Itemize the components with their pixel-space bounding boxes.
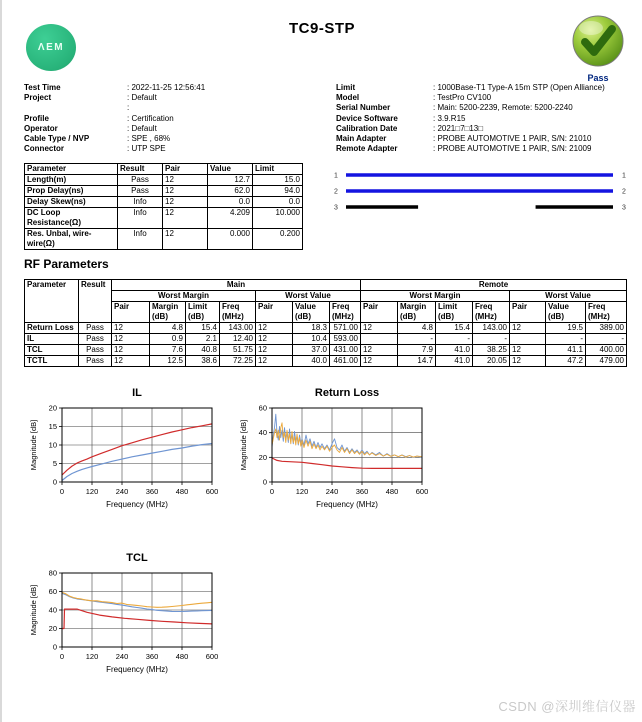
info-value: : UTP SPE [127, 144, 166, 154]
test-info-right [336, 83, 642, 154]
table-cell: 7.6 [150, 345, 186, 356]
info-row [24, 93, 329, 103]
svg-text:480: 480 [385, 487, 399, 496]
table-row [25, 208, 303, 229]
svg-text:Frequency (MHz): Frequency (MHz) [316, 500, 378, 509]
return-loss-chart [236, 384, 440, 521]
svg-text:20: 20 [48, 624, 57, 633]
table-cell: 400.00 [586, 345, 627, 356]
svg-text:3: 3 [334, 204, 338, 212]
table-cell: 12 [361, 323, 398, 334]
table-row [25, 197, 303, 208]
info-row [24, 83, 329, 93]
info-row [336, 144, 642, 154]
summary-table [24, 163, 303, 250]
table-header-cell: Worst Value [256, 291, 361, 302]
svg-text:5: 5 [52, 459, 57, 468]
table-header-cell: Parameter [25, 280, 79, 323]
table-header-cell: Limit (dB) [186, 302, 220, 323]
table-row [25, 175, 303, 186]
table-header-cell: Pair [163, 164, 208, 175]
info-value: : PROBE AUTOMOTIVE 1 PAIR, S/N: 21009 [433, 144, 592, 154]
table-cell: TCL [25, 345, 79, 356]
svg-text:120: 120 [295, 487, 309, 496]
table-cell: 72.25 [220, 356, 256, 367]
info-value: : 2021□7□13□ [433, 123, 484, 133]
table-cell: 62.0 [208, 186, 253, 197]
info-label: Serial Number [336, 103, 391, 113]
svg-text:Frequency (MHz): Frequency (MHz) [106, 665, 168, 674]
chart-rl-svg [236, 384, 440, 516]
pass-badge [570, 14, 626, 83]
table-row [25, 356, 627, 367]
table-header-cell: Limit (dB) [436, 302, 473, 323]
info-label: Connector [24, 144, 64, 154]
table-row [25, 334, 627, 345]
table-cell: 0.000 [208, 229, 253, 250]
svg-text:240: 240 [115, 487, 129, 496]
table-cell: 15.4 [436, 323, 473, 334]
svg-text:2: 2 [622, 188, 626, 196]
table-cell: Prop Delay(ns) [25, 186, 118, 197]
table-cell: DC Loop Resistance(Ω) [25, 208, 118, 229]
table-cell: 15.0 [253, 175, 303, 186]
info-row [24, 134, 329, 144]
table-cell: 12 [112, 323, 150, 334]
table-cell: 12 [163, 208, 208, 229]
table-cell: 571.00 [330, 323, 361, 334]
rf-parameters-heading: RF Parameters [24, 257, 109, 271]
table-cell: 7.9 [398, 345, 436, 356]
info-value: : 3.9.R15 [433, 113, 466, 123]
table-cell: 12 [256, 323, 293, 334]
table-header-cell: Limit [253, 164, 303, 175]
table-header-cell: Margin (dB) [398, 302, 436, 323]
table-cell: 10.4 [293, 334, 330, 345]
info-value: : Main: 5200-2239, Remote: 5200-2240 [433, 103, 573, 113]
table-cell: 14.7 [398, 356, 436, 367]
svg-text:1: 1 [334, 172, 338, 180]
info-row [24, 114, 329, 124]
table-cell: 12 [112, 345, 150, 356]
table-header-cell: Pair [112, 302, 150, 323]
table-cell: TCTL [25, 356, 79, 367]
table-cell: 12.40 [220, 334, 256, 345]
table-cell: 0.0 [253, 197, 303, 208]
info-value: : Default [127, 123, 157, 133]
table-cell: 389.00 [586, 323, 627, 334]
info-label [24, 103, 130, 113]
test-info-left [24, 83, 329, 154]
info-value: : 2022-11-25 12:56:41 [127, 83, 206, 92]
series-limit [62, 609, 212, 628]
series-limit [62, 424, 212, 475]
svg-text:2: 2 [334, 188, 338, 196]
svg-text:600: 600 [205, 652, 219, 661]
table-header-cell: Value (dB) [293, 302, 330, 323]
info-label: Cable Type / NVP [24, 134, 90, 144]
table-cell: 12 [163, 175, 208, 186]
table-header-cell: Pair [510, 302, 546, 323]
table-cell: Info [118, 197, 163, 208]
info-row [336, 103, 642, 113]
svg-text:Return Loss: Return Loss [314, 387, 380, 399]
table-row [25, 323, 627, 334]
svg-text:80: 80 [48, 568, 57, 578]
series-main [272, 414, 422, 457]
info-row [24, 144, 329, 154]
info-value: : TestPro CV100 [433, 93, 492, 103]
table-cell: 20.05 [473, 356, 510, 367]
svg-text:Frequency (MHz): Frequency (MHz) [106, 500, 168, 509]
table-cell: 461.00 [330, 356, 361, 367]
il-chart [26, 384, 230, 521]
table-cell: 12 [112, 356, 150, 367]
table-cell: 431.00 [330, 345, 361, 356]
table-cell: 4.8 [150, 323, 186, 334]
series-main [62, 593, 212, 611]
svg-text:360: 360 [145, 487, 159, 496]
pass-status-label: Pass [587, 73, 609, 83]
info-value: : SPE , 68% [127, 134, 171, 144]
table-cell: - [546, 334, 586, 345]
svg-text:360: 360 [355, 487, 369, 496]
table-cell: 143.00 [220, 323, 256, 334]
table-cell: 41.1 [546, 345, 586, 356]
info-value: : PROBE AUTOMOTIVE 1 PAIR, S/N: 21010 [433, 134, 592, 144]
svg-text:20: 20 [258, 452, 267, 462]
table-cell: Info [118, 229, 163, 250]
table-cell: 19.5 [546, 323, 586, 334]
svg-text:1: 1 [622, 172, 626, 180]
info-label: Model [336, 93, 360, 103]
info-label: Profile [24, 113, 49, 123]
info-value: : Default [127, 93, 157, 103]
table-cell [510, 334, 546, 345]
table-header-cell: Freq (MHz) [586, 302, 627, 323]
table-cell: - [436, 334, 473, 345]
svg-text:240: 240 [115, 652, 129, 661]
table-cell: 94.0 [253, 186, 303, 197]
info-row [24, 103, 329, 113]
info-label: Operator [24, 123, 58, 133]
table-cell: 18.3 [293, 323, 330, 334]
table-row [25, 345, 627, 356]
svg-text:10: 10 [48, 440, 57, 450]
table-header-cell: Value [208, 164, 253, 175]
info-row [336, 83, 642, 93]
table-header-cell: Freq (MHz) [330, 302, 361, 323]
table-header-cell: Value (dB) [546, 302, 586, 323]
svg-text:0: 0 [262, 477, 267, 487]
table-cell: 12.5 [150, 356, 186, 367]
svg-text:Magnitude [dB]: Magnitude [dB] [239, 419, 248, 471]
info-value: : 1000Base-T1 Type-A 15m STP (Open Alliance) [433, 83, 605, 92]
svg-text:40: 40 [258, 428, 267, 438]
table-cell: Info [118, 208, 163, 229]
table-cell: 4.8 [398, 323, 436, 334]
table-cell: 12 [163, 229, 208, 250]
info-row [336, 124, 642, 134]
table-cell: 0.200 [253, 229, 303, 250]
table-row [25, 186, 303, 197]
table-cell: 12 [163, 186, 208, 197]
table-row [25, 229, 303, 250]
chart-tcl-svg [26, 549, 230, 681]
table-cell: 40.0 [293, 356, 330, 367]
table-cell: 2.1 [186, 334, 220, 345]
table-cell: 12 [510, 323, 546, 334]
info-label: Calibration Date [336, 123, 398, 133]
table-header-cell: Freq (MHz) [220, 302, 256, 323]
table-cell: - [473, 334, 510, 345]
info-row [336, 93, 642, 103]
table-cell: - [586, 334, 627, 345]
table-cell: Pass [79, 356, 112, 367]
table-header-cell: Main [112, 280, 361, 291]
info-label: Device Software [336, 113, 398, 123]
info-label: Remote Adapter [336, 144, 398, 154]
svg-text:600: 600 [205, 487, 219, 496]
table-header-cell: Freq (MHz) [473, 302, 510, 323]
info-label: Project [24, 93, 52, 103]
info-label: Main Adapter [336, 134, 387, 144]
table-cell: 12 [163, 197, 208, 208]
svg-text:0: 0 [59, 487, 65, 496]
summary-table-el [24, 163, 303, 250]
table-cell: 38.25 [473, 345, 510, 356]
info-row [336, 134, 642, 144]
svg-text:20: 20 [48, 403, 57, 413]
table-cell: Length(m) [25, 175, 118, 186]
table-cell: 593.00 [330, 334, 361, 345]
table-cell: 38.6 [186, 356, 220, 367]
series-remote [272, 423, 422, 457]
table-cell: - [398, 334, 436, 345]
svg-text:0: 0 [52, 477, 57, 487]
rf-table-el [24, 279, 627, 367]
table-cell: Pass [118, 175, 163, 186]
table-cell: 12 [256, 345, 293, 356]
svg-text:15: 15 [48, 422, 57, 431]
table-header-cell: Parameter [25, 164, 118, 175]
table-cell [361, 334, 398, 345]
table-cell: 0.0 [208, 197, 253, 208]
svg-text:IL: IL [132, 387, 142, 399]
table-cell: 40.8 [186, 345, 220, 356]
svg-text:0: 0 [269, 487, 275, 496]
table-cell: 12 [361, 356, 398, 367]
table-cell: 12 [112, 334, 150, 345]
svg-text:3: 3 [622, 204, 626, 212]
table-cell: 37.0 [293, 345, 330, 356]
table-header-cell: Worst Value [510, 291, 627, 302]
table-header-cell: Margin (dB) [150, 302, 186, 323]
table-cell: IL [25, 334, 79, 345]
table-cell: 41.0 [436, 345, 473, 356]
svg-text:480: 480 [175, 487, 189, 496]
table-header-cell: Pair [256, 302, 293, 323]
table-header-cell: Result [118, 164, 163, 175]
tcl-chart [26, 549, 230, 686]
table-header-cell: Worst Margin [361, 291, 510, 302]
table-cell: 12.7 [208, 175, 253, 186]
watermark: CSDN @深圳维信仪器 [498, 699, 636, 714]
aem-logo-text: ΛEM [37, 42, 65, 53]
svg-text:0: 0 [52, 642, 57, 652]
table-cell: 47.2 [546, 356, 586, 367]
table-cell: 12 [256, 356, 293, 367]
table-cell: Pass [79, 323, 112, 334]
svg-text:Magnitude [dB]: Magnitude [dB] [29, 419, 38, 471]
svg-text:360: 360 [145, 652, 159, 661]
info-label: Limit [336, 83, 356, 92]
info-row [336, 114, 642, 124]
table-header-cell: Remote [361, 280, 627, 291]
info-value: : [127, 103, 130, 113]
svg-text:60: 60 [258, 403, 267, 413]
table-header-cell: Pair [361, 302, 398, 323]
table-cell: Pass [118, 186, 163, 197]
table-cell: Pass [79, 345, 112, 356]
info-value: : Certification [127, 113, 174, 123]
info-row [24, 124, 329, 134]
table-cell: 10.000 [253, 208, 303, 229]
table-header-cell: Worst Margin [112, 291, 256, 302]
table-cell: 15.4 [186, 323, 220, 334]
svg-text:TCL: TCL [126, 552, 148, 564]
svg-text:Magnitude [dB]: Magnitude [dB] [29, 584, 38, 636]
table-cell: 12 [510, 356, 546, 367]
svg-text:120: 120 [85, 487, 99, 496]
svg-text:600: 600 [415, 487, 429, 496]
svg-text:240: 240 [325, 487, 339, 496]
table-cell: 12 [361, 345, 398, 356]
svg-text:120: 120 [85, 652, 99, 661]
svg-text:40: 40 [48, 605, 57, 615]
table-cell: 143.00 [473, 323, 510, 334]
table-cell: 41.0 [436, 356, 473, 367]
table-cell: 479.00 [586, 356, 627, 367]
table-cell: 51.75 [220, 345, 256, 356]
table-cell: Return Loss [25, 323, 79, 334]
rf-parameters-table [24, 279, 627, 367]
page-title: TC9-STP [288, 20, 355, 37]
svg-text:480: 480 [175, 652, 189, 661]
series-main [62, 444, 212, 481]
pass-checkmark-icon [571, 14, 625, 68]
svg-text:0: 0 [59, 652, 65, 661]
table-cell: 12 [510, 345, 546, 356]
series-remote [62, 592, 212, 607]
table-cell: 4.209 [208, 208, 253, 229]
wiremap-diagram [332, 165, 642, 224]
svg-text:60: 60 [48, 587, 57, 596]
table-cell: Pass [79, 334, 112, 345]
table-cell: 0.9 [150, 334, 186, 345]
series-limit [272, 458, 422, 468]
info-label: Test Time [24, 83, 61, 92]
wiremap-svg [332, 165, 642, 219]
table-header-cell: Result [79, 280, 112, 323]
chart-il-svg [26, 384, 230, 516]
table-cell: Delay Skew(ns) [25, 197, 118, 208]
table-cell: 12 [256, 334, 293, 345]
table-cell: Res. Unbal, wire-wire(Ω) [25, 229, 118, 250]
